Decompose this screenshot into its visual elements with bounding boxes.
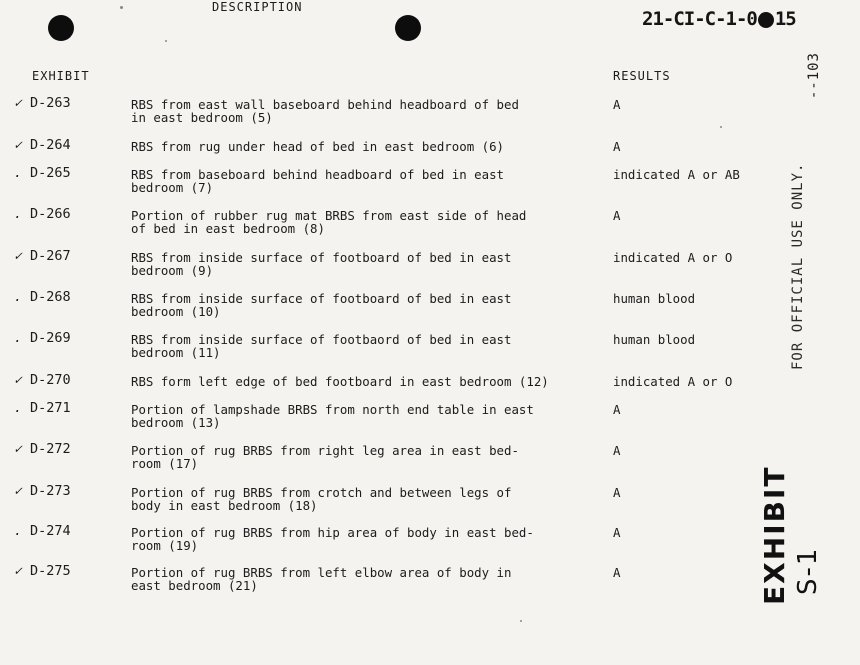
exhibit-result: A xyxy=(613,139,621,154)
exhibit-description: Portion of rug BRBS from left elbow area of body in east bedroom (21) xyxy=(131,565,512,593)
check-mark: ✓ xyxy=(14,138,22,153)
check-mark: ✓ xyxy=(14,484,22,499)
exhibit-number: D-275 xyxy=(30,563,71,579)
document-number-prefix: 21-CI-C-1-0 xyxy=(642,8,757,30)
column-header-exhibit: EXHIBIT xyxy=(32,69,90,83)
exhibit-result: A xyxy=(613,97,621,112)
check-mark: ✓ xyxy=(14,373,22,388)
check-mark: ✓ xyxy=(14,96,22,111)
column-header-description: DESCRIPTION xyxy=(212,0,303,14)
exhibit-description: RBS from inside surface of footbaord of bed in east bedroom (11) xyxy=(131,332,512,360)
exhibit-description: RBS form left edge of bed footboard in east bedroom (12) xyxy=(131,374,549,389)
exhibit-result: indicated A or AB xyxy=(613,167,740,182)
exhibit-number: D-273 xyxy=(30,483,71,499)
exhibit-stamp-label: EXHIBIT xyxy=(758,465,791,605)
exhibit-description: Portion of rug BRBS from crotch and between legs of body in east bedroom (18) xyxy=(131,485,512,513)
exhibit-description: RBS from rug under head of bed in east bedroom (6) xyxy=(131,139,504,154)
document-number-suffix: 15 xyxy=(774,8,796,30)
scan-speck xyxy=(120,6,123,9)
check-mark: . xyxy=(14,207,22,222)
margin-page-number: --103 xyxy=(806,52,822,100)
exhibit-result: A xyxy=(613,402,621,417)
exhibit-description: Portion of rubber rug mat BRBS from east side of head of bed in east bedroom (8) xyxy=(131,208,527,236)
exhibit-description: Portion of rug BRBS from right leg area in east bed- room (17) xyxy=(131,443,519,471)
scan-speck xyxy=(720,126,722,128)
check-mark: . xyxy=(14,331,22,346)
exhibit-result: human blood xyxy=(613,291,696,306)
exhibit-result: A xyxy=(613,443,621,458)
check-mark: . xyxy=(14,401,22,416)
check-mark: ✓ xyxy=(14,564,22,579)
exhibit-result: A xyxy=(613,485,621,500)
check-mark: . xyxy=(14,290,22,305)
exhibit-number: D-265 xyxy=(30,165,71,181)
exhibit-number: D-268 xyxy=(30,289,71,305)
scan-speck xyxy=(165,40,167,42)
exhibit-number: D-267 xyxy=(30,248,71,264)
exhibit-result: indicated A or O xyxy=(613,250,733,265)
exhibit-number: D-271 xyxy=(30,400,71,416)
exhibit-stamp-number: S-1 xyxy=(793,546,823,595)
exhibit-description: Portion of lampshade BRBS from north end table in east bedroom (13) xyxy=(131,402,534,430)
exhibit-number: D-266 xyxy=(30,206,71,222)
exhibit-result: indicated A or O xyxy=(613,374,733,389)
exhibit-number: D-264 xyxy=(30,137,71,153)
exhibit-number: D-270 xyxy=(30,372,71,388)
exhibit-description: Portion of rug BRBS from hip area of body in east bed- room (19) xyxy=(131,525,534,553)
ink-blot xyxy=(758,12,774,28)
exhibit-description: RBS from inside surface of footboard of bed in east bedroom (10) xyxy=(131,291,512,319)
exhibit-result: human blood xyxy=(613,332,696,347)
exhibit-number: D-263 xyxy=(30,95,71,111)
check-mark: ✓ xyxy=(14,442,22,457)
exhibit-number: D-269 xyxy=(30,330,71,346)
column-header-results: RESULTS xyxy=(613,69,671,83)
exhibit-description: RBS from inside surface of footboard of bed in east bedroom (9) xyxy=(131,250,512,278)
exhibit-description: RBS from east wall baseboard behind headboard of bed in east bedroom (5) xyxy=(131,97,519,125)
exhibit-number: D-272 xyxy=(30,441,71,457)
exhibit-description: RBS from baseboard behind headboard of bed in east bedroom (7) xyxy=(131,167,504,195)
exhibit-result: A xyxy=(613,565,621,580)
exhibit-result: A xyxy=(613,208,621,223)
official-use-stamp: FOR OFFICIAL USE ONLY. xyxy=(790,162,806,370)
check-mark: ✓ xyxy=(14,249,22,264)
check-mark: . xyxy=(14,166,22,181)
punch-hole-left xyxy=(48,15,74,41)
exhibit-number: D-274 xyxy=(30,523,71,539)
check-mark: . xyxy=(14,524,22,539)
scan-speck xyxy=(520,620,522,622)
exhibit-result: A xyxy=(613,525,621,540)
punch-hole-center xyxy=(395,15,421,41)
